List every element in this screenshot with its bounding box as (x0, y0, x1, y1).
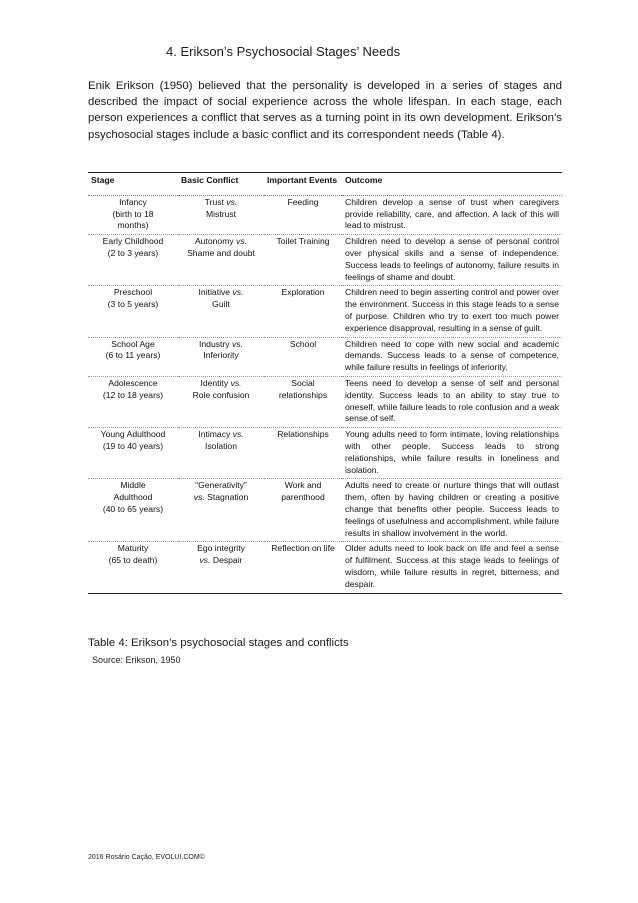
page-footer: 2016 Rosário Cação, EVOLUI.COM© (88, 854, 205, 861)
outcome-cell: Children develop a sense of trust when caregivers provide reliability, care, and affection. A lack of this will lead to mistrust. (342, 195, 562, 234)
conflict-line (181, 209, 261, 221)
outcome-cell: Children need to begin asserting control and power over the environment. Success in this stage leads to a sense of purpose. Children who try to exert too much power experience disapproval, resulting in a sense of guilt. (342, 286, 562, 337)
table-row (88, 235, 562, 286)
stage-line: (40 to 65 years) (102, 503, 164, 514)
stage-line: Middle (120, 480, 146, 491)
conflict-vs: vs. (236, 236, 248, 247)
outcome-cell: Children need to cope with new social and academic demands. Success leads to a sense of competence, while failure results in feelings of inferiority. (342, 337, 562, 376)
conflict-line (181, 543, 261, 555)
header-important-events: Important Events (264, 173, 342, 196)
conflict-line (181, 287, 261, 299)
conflict-vs: vs. (230, 377, 242, 388)
stage-cell (88, 428, 178, 479)
conflict-line (181, 492, 261, 504)
table-row (88, 337, 562, 376)
stage-cell (88, 542, 178, 593)
table-row (88, 479, 562, 542)
conflict-line (181, 390, 261, 402)
event-cell: Toilet Training (264, 235, 342, 286)
conflict-vs: vs. (231, 338, 243, 349)
conflict-negative: Inferiority (203, 350, 239, 361)
conflict-positive: Initiative (198, 287, 231, 298)
stage-line: Early Childhood (102, 236, 164, 247)
stage-line: Preschool (113, 287, 153, 298)
event-cell: Feeding (264, 195, 342, 234)
stage-line: Adolescence (108, 377, 158, 388)
stage-cell (88, 286, 178, 337)
table-row (88, 428, 562, 479)
outcome-cell: Children need to develop a sense of personal control over physical skills and a sense of independence. Success leads to feelings of autonomy, failure results in feelings of shame and doubt. (342, 235, 562, 286)
conflict-cell (178, 195, 264, 234)
conflict-vs: vs. (232, 429, 244, 440)
table-header-row (88, 173, 562, 196)
conflict-cell (178, 542, 264, 593)
stage-line: (6 to 11 years) (105, 350, 161, 361)
stage-cell (88, 479, 178, 542)
event-cell: Relationships (264, 428, 342, 479)
stage-line: (birth to 18 (112, 208, 154, 219)
stage-line: (3 to 5 years) (107, 299, 159, 310)
stage-line: Young Adulthood (100, 429, 166, 440)
section-heading: 4. Erikson’s Psychosocial Stages’ Needs (166, 44, 401, 59)
table-row (88, 376, 562, 427)
stage-line: (65 to death) (108, 555, 158, 566)
conflict-cell (178, 428, 264, 479)
header-outcome: Outcome (342, 173, 562, 196)
conflict-line (181, 555, 261, 567)
stage-line: Maturity (117, 543, 149, 554)
conflict-line (181, 248, 261, 260)
stage-line: School Age (111, 338, 155, 349)
conflict-line (181, 480, 261, 492)
conflict-cell (178, 376, 264, 427)
conflict-negative: Role confusion (192, 389, 250, 400)
conflict-vs: vs. (232, 287, 244, 298)
conflict-vs: vs. (199, 555, 211, 566)
conflict-vs: vs. (193, 492, 205, 503)
event-cell: School (264, 337, 342, 376)
event-cell: Reflection on life (264, 542, 342, 593)
outcome-cell: Adults need to create or nurture things that will outlast them, often by having children or creating a positive change that benefits other people. Success leads to feelings of usefulness and accomplishment, while failure results in shallow involvement in the world. (342, 479, 562, 542)
event-cell: Social relationships (264, 376, 342, 427)
conflict-cell (178, 235, 264, 286)
header-stage: Stage (88, 173, 178, 196)
table-row (88, 542, 562, 593)
conflict-line (181, 339, 261, 351)
conflict-line (181, 378, 261, 390)
conflict-negative: Isolation (204, 440, 237, 451)
conflict-line (181, 197, 261, 209)
conflict-positive: Identity (200, 377, 229, 388)
outcome-cell: Older adults need to look back on life and feel a sense of fulfilment. Success at this stage leads to feelings of wisdom, while failure results in regret, bitterness, and despair. (342, 542, 562, 593)
conflict-cell (178, 337, 264, 376)
event-cell: Exploration (264, 286, 342, 337)
conflict-negative: Guilt (212, 299, 230, 310)
conflict-positive: Industry (199, 338, 230, 349)
conflict-vs: vs. (226, 196, 238, 207)
conflict-line (181, 299, 261, 311)
table-caption: Table 4: Erikson’s psychosocial stages and conflicts (88, 637, 349, 649)
conflict-negative: Shame and doubt (187, 247, 255, 258)
header-basic-conflict: Basic Conflict (178, 173, 264, 196)
conflict-line (181, 441, 261, 453)
conflict-cell (178, 479, 264, 542)
stage-cell (88, 337, 178, 376)
stage-line: (2 to 3 years) (107, 247, 159, 258)
table-row (88, 195, 562, 234)
conflict-negative: Despair (212, 555, 243, 566)
stage-line: months) (117, 220, 149, 231)
stage-line: Infancy (119, 196, 147, 207)
conflict-positive: Ego integrity (197, 543, 245, 554)
stage-cell (88, 376, 178, 427)
stages-table (88, 172, 562, 594)
conflict-negative: Mistrust (205, 208, 237, 219)
stage-line: (19 to 40 years) (102, 440, 164, 451)
conflict-line (181, 350, 261, 362)
stage-line: Adulthood (113, 492, 153, 503)
conflict-cell (178, 286, 264, 337)
conflict-positive: Autonomy (194, 236, 234, 247)
stage-cell (88, 195, 178, 234)
outcome-cell: Teens need to develop a sense of self and personal identity. Success leads to an ability to stay true to oneself, while failure leads to role confusion and a weak sense of self. (342, 376, 562, 427)
table-source: Source: Erikson, 1950 (92, 655, 181, 665)
intro-paragraph: Enik Erikson (1950) believed that the personality is developed in a series of stages and described the impact of social experience across the whole lifespan. In each stage, each person experiences a conflict that serves as a turning point in its own development. Erikson’s psychosocial stages include a basic conflict and its correspondent needs (Table 4). (88, 80, 562, 141)
conflict-positive: “Generativity” (195, 480, 247, 491)
conflict-line (181, 429, 261, 441)
conflict-negative: Stagnation (207, 492, 249, 503)
table-body (88, 195, 562, 593)
conflict-line (181, 236, 261, 248)
outcome-cell: Young adults need to form intimate, loving relationships with other people. Success leads to strong relationships, while failure results in loneliness and isolation. (342, 428, 562, 479)
stage-line: (12 to 18 years) (102, 389, 164, 400)
event-cell: Work and parenthood (264, 479, 342, 542)
stage-cell (88, 235, 178, 286)
conflict-positive: Trust (204, 196, 224, 207)
table-row (88, 286, 562, 337)
conflict-positive: Intimacy (198, 429, 231, 440)
